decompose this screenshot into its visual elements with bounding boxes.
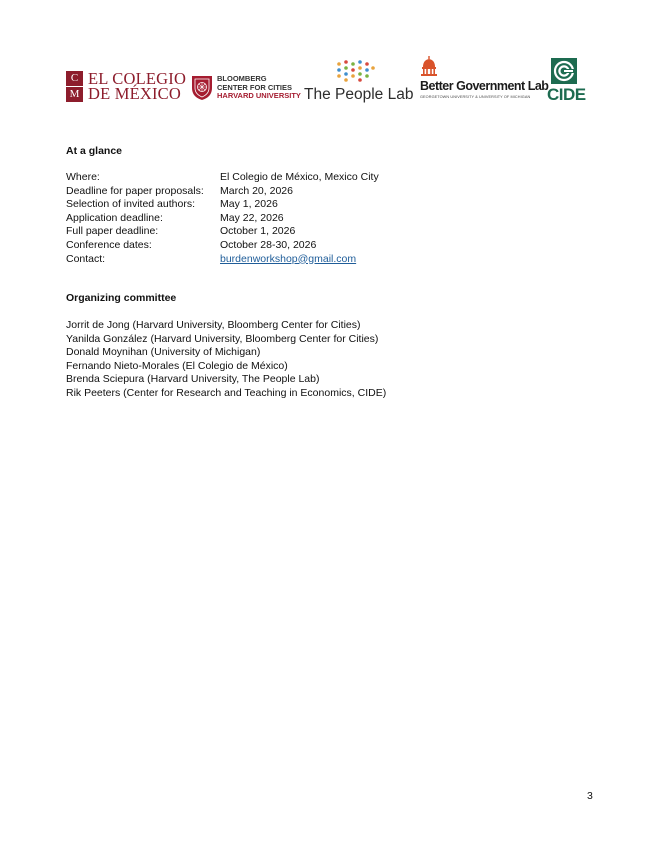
colmex-seal-icon	[66, 71, 83, 102]
glance-row	[66, 253, 586, 267]
organizing-committee-list	[66, 319, 386, 401]
glance-value-application-deadline: May 22, 2026	[220, 211, 284, 224]
glance-value-conference-dates: October 28-30, 2026	[220, 238, 317, 251]
organizing-committee-heading: Organizing committee	[66, 292, 177, 304]
glance-row	[66, 225, 586, 239]
cide-spiral-icon	[551, 58, 577, 84]
el-colegio-de-mexico-logo	[66, 69, 186, 103]
the-people-lab-logo	[304, 60, 414, 104]
at-a-glance-heading: At a glance	[66, 145, 123, 157]
glance-row	[66, 198, 586, 212]
cide-logo	[547, 56, 587, 106]
glance-row	[66, 239, 586, 253]
colmex-seal-top: C	[66, 71, 83, 86]
contact-email-link[interactable]: burdenworkshop@gmail.com	[220, 252, 357, 265]
glance-value-proposal-deadline: March 20, 2026	[220, 184, 293, 197]
bloomberg-line2: CENTER FOR CITIES	[217, 82, 293, 92]
glance-label-conference-dates: Conference dates:	[66, 238, 152, 251]
colmex-name-line2: DE MÉXICO	[88, 84, 182, 103]
people-lab-dots-icon	[336, 60, 376, 82]
capitol-dome-icon	[420, 56, 438, 76]
glance-value-author-selection: May 1, 2026	[220, 198, 278, 211]
glance-row	[66, 171, 586, 185]
glance-label-author-selection: Selection of invited authors:	[66, 198, 195, 211]
glance-row	[66, 212, 586, 226]
glance-label-where: Where:	[66, 171, 100, 183]
glance-value-where: El Colegio de México, Mexico City	[220, 171, 379, 183]
glance-label-proposal-deadline: Deadline for paper proposals:	[66, 184, 204, 197]
committee-member: Rik Peeters (Center for Research and Teaching in Economics, CIDE)	[66, 386, 387, 399]
colmex-seal-bottom: M	[66, 87, 83, 102]
harvard-shield-icon	[191, 75, 213, 101]
committee-member: Donald Moynihan (University of Michigan)	[66, 346, 261, 359]
colmex-name-line1: EL COLEGIO	[88, 69, 187, 88]
bloomberg-center-logo	[191, 73, 301, 103]
better-government-lab-logo	[420, 56, 549, 106]
glance-label-application-deadline: Application deadline:	[66, 211, 163, 224]
committee-member: Brenda Sciepura (Harvard University, The People Lab)	[66, 373, 320, 386]
committee-member: Yanilda González (Harvard University, Bloomberg Center for Cities)	[66, 332, 379, 345]
partner-logos	[60, 56, 584, 106]
better-government-lab-subtitle: GEORGETOWN UNIVERSITY & UNIVERSITY OF MICHIGAN	[420, 95, 531, 99]
bloomberg-line1: BLOOMBERG	[217, 74, 267, 84]
page-number: 3	[587, 790, 593, 802]
glance-row	[66, 185, 586, 199]
better-government-lab-name: Better Government Lab	[420, 79, 549, 93]
committee-member: Fernando Nieto-Morales (El Colegio de México)	[66, 359, 288, 372]
cide-name: CIDE	[547, 85, 586, 104]
committee-member: Jorrit de Jong (Harvard University, Bloomberg Center for Cities)	[66, 319, 361, 331]
bloomberg-line3: HARVARD UNIVERSITY	[217, 91, 301, 101]
people-lab-name: The People Lab	[304, 86, 414, 103]
glance-value-full-paper-deadline: October 1, 2026	[220, 225, 296, 238]
glance-label-full-paper-deadline: Full paper deadline:	[66, 225, 159, 238]
glance-label-contact: Contact:	[66, 252, 106, 265]
at-a-glance-list	[66, 171, 586, 266]
